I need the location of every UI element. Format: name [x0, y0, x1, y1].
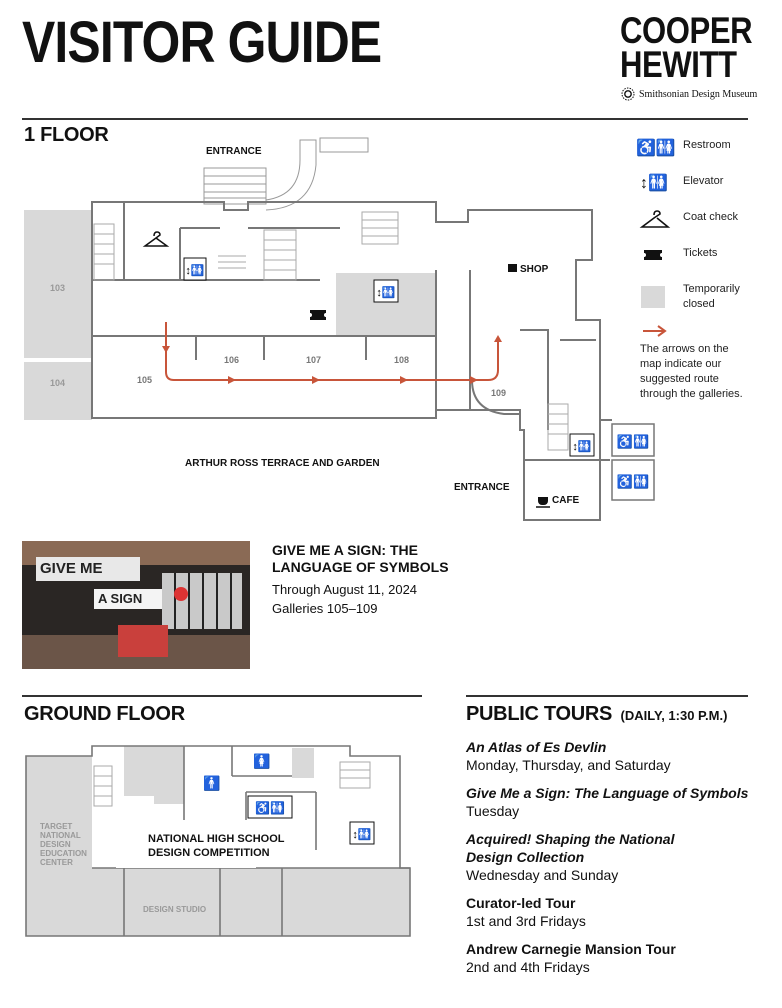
- smithsonian-sun-icon: [621, 87, 635, 101]
- logo-line-2: HEWITT: [620, 44, 737, 86]
- photo-sign-2: A SIGN: [94, 589, 162, 609]
- svg-text:🚹: 🚹: [203, 775, 221, 791]
- tour-title: Andrew Carnegie Mansion Tour: [466, 941, 676, 957]
- tours-schedule: (DAILY, 1:30 P.M.): [620, 708, 728, 723]
- restroom-icon: [203, 753, 270, 792]
- section-divider: [22, 695, 422, 697]
- coat-check-icon: [640, 210, 668, 230]
- tour-item: [466, 830, 756, 884]
- legend-item: Tickets: [636, 244, 756, 280]
- tours-heading: PUBLIC TOURS: [466, 703, 613, 725]
- room-number: 104: [50, 378, 66, 388]
- tours-list: [466, 738, 756, 986]
- accessible-restroom-icon: [612, 424, 654, 500]
- logo-subtitle-text: Smithsonian Design Museum: [639, 88, 758, 100]
- cafe-icon: [536, 497, 550, 507]
- design-studio-label: DESIGN STUDIO: [143, 905, 207, 914]
- tour-item: [466, 894, 756, 930]
- route-arrowheads: [162, 335, 502, 384]
- exhibition-info: [272, 542, 472, 618]
- map-legend: [636, 136, 756, 404]
- photo-sign-1: GIVE ME: [36, 557, 140, 581]
- room-number: 109: [491, 388, 507, 398]
- tour-days: Wednesday and Sunday: [466, 867, 619, 883]
- tour-item: [466, 940, 756, 976]
- entrance-bottom-label: ENTRANCE: [454, 482, 510, 493]
- tickets-icon: [310, 310, 326, 320]
- room-number: 103: [50, 283, 66, 293]
- floor-1-map: [0, 130, 650, 540]
- legend-item: ↕🚻 Elevator: [640, 175, 724, 192]
- education-center-label: TARGET NATIONAL DESIGN EDUCATION CENTER: [40, 822, 87, 867]
- tickets-icon: [642, 248, 664, 262]
- svg-text:🚺: 🚺: [253, 753, 271, 769]
- section-divider: [466, 695, 748, 697]
- shop-icon: [508, 264, 517, 272]
- legend-item: The arrows on the map indicate our suggested route through the galleries.: [636, 324, 756, 404]
- exhibition-galleries: Galleries 105–109: [272, 601, 378, 616]
- elevator-restroom-icon: [374, 280, 398, 302]
- tour-title: Acquired! Shaping the National Design Collection: [466, 831, 675, 865]
- elevator-restroom-icon: [570, 434, 594, 456]
- section-divider: [22, 118, 748, 120]
- exhibition-title-line-1: GIVE ME A SIGN: THE: [272, 542, 418, 558]
- suggested-route: [166, 322, 498, 380]
- coat-check-icon: [145, 232, 167, 246]
- shop-label: SHOP: [520, 264, 549, 275]
- terrace-label: ARTHUR ROSS TERRACE AND GARDEN: [185, 458, 380, 469]
- exhibition-photo: [22, 541, 250, 669]
- room-104-closed: [24, 362, 92, 420]
- restroom-icon: ♿🚻: [636, 140, 676, 157]
- ground-floor-heading: GROUND FLOOR: [24, 703, 185, 725]
- tour-days: Monday, Thursday, and Saturday: [466, 757, 671, 773]
- tour-days: 2nd and 4th Fridays: [466, 959, 590, 975]
- svg-text:♿🚻: ♿🚻: [616, 434, 650, 449]
- accessible-restroom-icon: [248, 796, 292, 818]
- museum-logo: [620, 10, 753, 86]
- exhibition-title-line-2: LANGUAGE OF SYMBOLS: [272, 559, 449, 575]
- svg-text:♿🚻: ♿🚻: [616, 474, 650, 489]
- svg-text:↕🚻: ↕🚻: [572, 441, 592, 453]
- entrance-top-label: ENTRANCE: [206, 146, 262, 157]
- temporarily-closed-swatch: [641, 286, 665, 308]
- legend-item: Temporarily closed: [636, 280, 756, 324]
- room-number: 107: [306, 355, 322, 365]
- room-number: 105: [137, 375, 153, 385]
- legend-item: ♿🚻 Restroom: [636, 139, 731, 157]
- tours-header: [466, 703, 727, 726]
- room-number: 108: [394, 355, 410, 365]
- legend-item: Coat check: [636, 208, 756, 244]
- elevator-restroom-icon: [184, 258, 206, 280]
- floor-1-walls: [92, 202, 612, 520]
- tour-item: [466, 738, 756, 774]
- tour-days: Tuesday: [466, 803, 520, 819]
- svg-text:♿🚻: ♿🚻: [255, 801, 285, 815]
- svg-text:↕🚻: ↕🚻: [376, 287, 396, 299]
- logo-subtitle: [621, 87, 757, 101]
- route-arrow-icon: [642, 324, 668, 338]
- cafe-label: CAFE: [552, 495, 580, 506]
- tour-title: An Atlas of Es Devlin: [466, 739, 607, 755]
- competition-label: NATIONAL HIGH SCHOOL DESIGN COMPETITION: [148, 833, 285, 859]
- elevator-restroom-icon: [350, 822, 374, 844]
- tour-title: Curator-led Tour: [466, 895, 576, 911]
- tour-days: 1st and 3rd Fridays: [466, 913, 586, 929]
- logo-line-1: COOPER: [620, 10, 753, 51]
- design-studio-closed: [92, 868, 410, 936]
- room-number: 106: [224, 355, 240, 365]
- floor-1-heading: 1 FLOOR: [24, 124, 109, 146]
- svg-text:↕🚻: ↕🚻: [185, 265, 205, 277]
- tour-item: [466, 784, 756, 820]
- exhibition-dates: Through August 11, 2024: [272, 582, 418, 597]
- tour-title: Give Me a Sign: The Language of Symbols: [466, 785, 749, 801]
- svg-text:↕🚻: ↕🚻: [352, 829, 372, 841]
- elevator-icon: ↕🚻: [640, 175, 668, 192]
- page-title: VISITOR GUIDE: [22, 10, 382, 75]
